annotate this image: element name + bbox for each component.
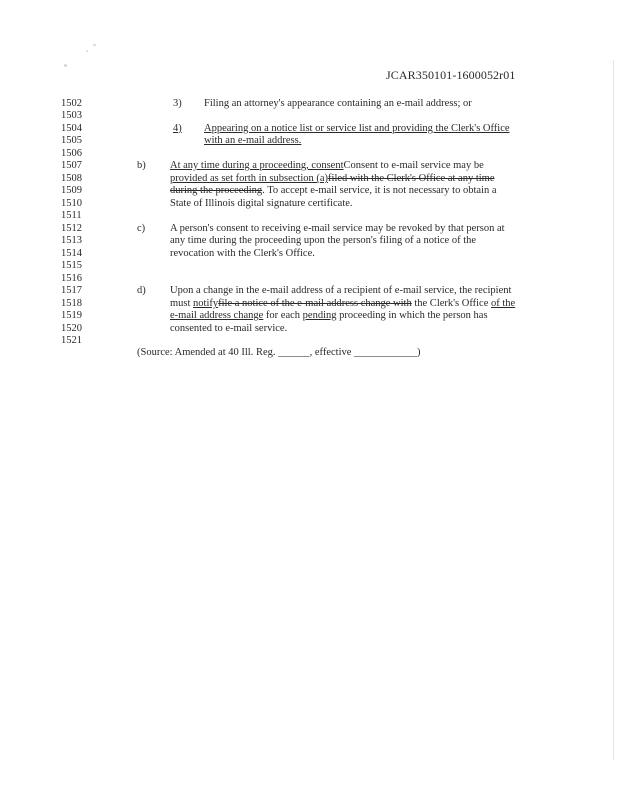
plain-text: . To accept e-mail service, it is not necessary to obtain a <box>262 185 497 196</box>
item-b-line-4: State of Illinois digital signature certificate. <box>170 198 353 209</box>
inserted-text: provided as set forth in subsection (a) <box>170 173 329 184</box>
line-number: 1511 <box>61 210 82 221</box>
line-number: 1502 <box>61 98 82 109</box>
plain-text: Consent to e-mail service may be <box>343 160 484 171</box>
source-note: (Source: Amended at 40 Ill. Reg. ______, effective ____________) <box>137 347 421 358</box>
item-b-line-1 <box>170 160 484 172</box>
item-d-line-4: consented to e-mail service. <box>170 323 288 334</box>
plain-text: for each <box>263 310 303 321</box>
inserted-text: At any time during a proceeding, consent <box>170 160 344 171</box>
line-number: 1508 <box>61 173 82 184</box>
line-number: 1516 <box>61 273 82 284</box>
line-number: 1504 <box>61 123 82 134</box>
inserted-text: of the <box>491 298 516 309</box>
line-number: 1517 <box>61 285 82 296</box>
struck-text: file a notice of the e-mail address change with <box>218 298 412 309</box>
plain-text: must <box>170 298 194 309</box>
item-b-label: b) <box>137 160 146 171</box>
inserted-text: notify <box>193 298 219 309</box>
line-number: 1518 <box>61 298 82 309</box>
item-d-line-1: Upon a change in the e-mail address of a recipient of e-mail service, the recipient <box>170 285 512 296</box>
item-d-line-2 <box>170 298 515 310</box>
line-number: 1513 <box>61 235 82 246</box>
line-number: 1503 <box>61 110 82 121</box>
document-id: JCAR350101-1600052r01 <box>386 68 516 82</box>
line-number: 1514 <box>61 248 82 259</box>
line-number: 1521 <box>61 335 82 346</box>
scan-speck <box>86 50 88 52</box>
item-b-line-2 <box>170 173 495 185</box>
item-d-line-3 <box>170 310 488 322</box>
item-b-line-3 <box>170 185 497 197</box>
line-number: 1509 <box>61 185 82 196</box>
line-number: 1506 <box>61 148 82 159</box>
struck-text: during the proceeding <box>170 185 263 196</box>
item-3-label: 3) <box>173 98 182 109</box>
item-4-line-1: Appearing on a notice list or service list and providing the Clerk's Office <box>204 123 510 134</box>
plain-text: the Clerk's Office <box>411 298 491 309</box>
item-c-line-3: revocation with the Clerk's Office. <box>170 248 315 259</box>
item-d-label: d) <box>137 285 146 296</box>
item-c-label: c) <box>137 223 146 234</box>
inserted-text: e-mail address change <box>170 310 264 321</box>
scan-speck <box>64 64 67 67</box>
plain-text: proceeding in which the person has <box>336 310 488 321</box>
struck-text: filed with the Clerk's Office at any time <box>328 173 495 184</box>
item-4-line-2: with an e-mail address. <box>204 135 302 146</box>
line-number: 1520 <box>61 323 82 334</box>
item-c-line-1: A person's consent to receiving e-mail service may be revoked by that person at <box>170 223 505 234</box>
line-number: 1512 <box>61 223 82 234</box>
item-4-label: 4) <box>173 123 182 134</box>
item-3-text: Filing an attorney's appearance containing an e-mail address; or <box>204 98 472 109</box>
page-edge-shadow <box>613 60 614 760</box>
line-number: 1505 <box>61 135 82 146</box>
inserted-text: pending <box>302 310 337 321</box>
scan-speck <box>93 44 96 46</box>
line-number: 1519 <box>61 310 82 321</box>
item-c-line-2: any time during the proceeding upon the person's filing of a notice of the <box>170 235 477 246</box>
line-number: 1510 <box>61 198 82 209</box>
line-number: 1515 <box>61 260 82 271</box>
line-number: 1507 <box>61 160 82 171</box>
